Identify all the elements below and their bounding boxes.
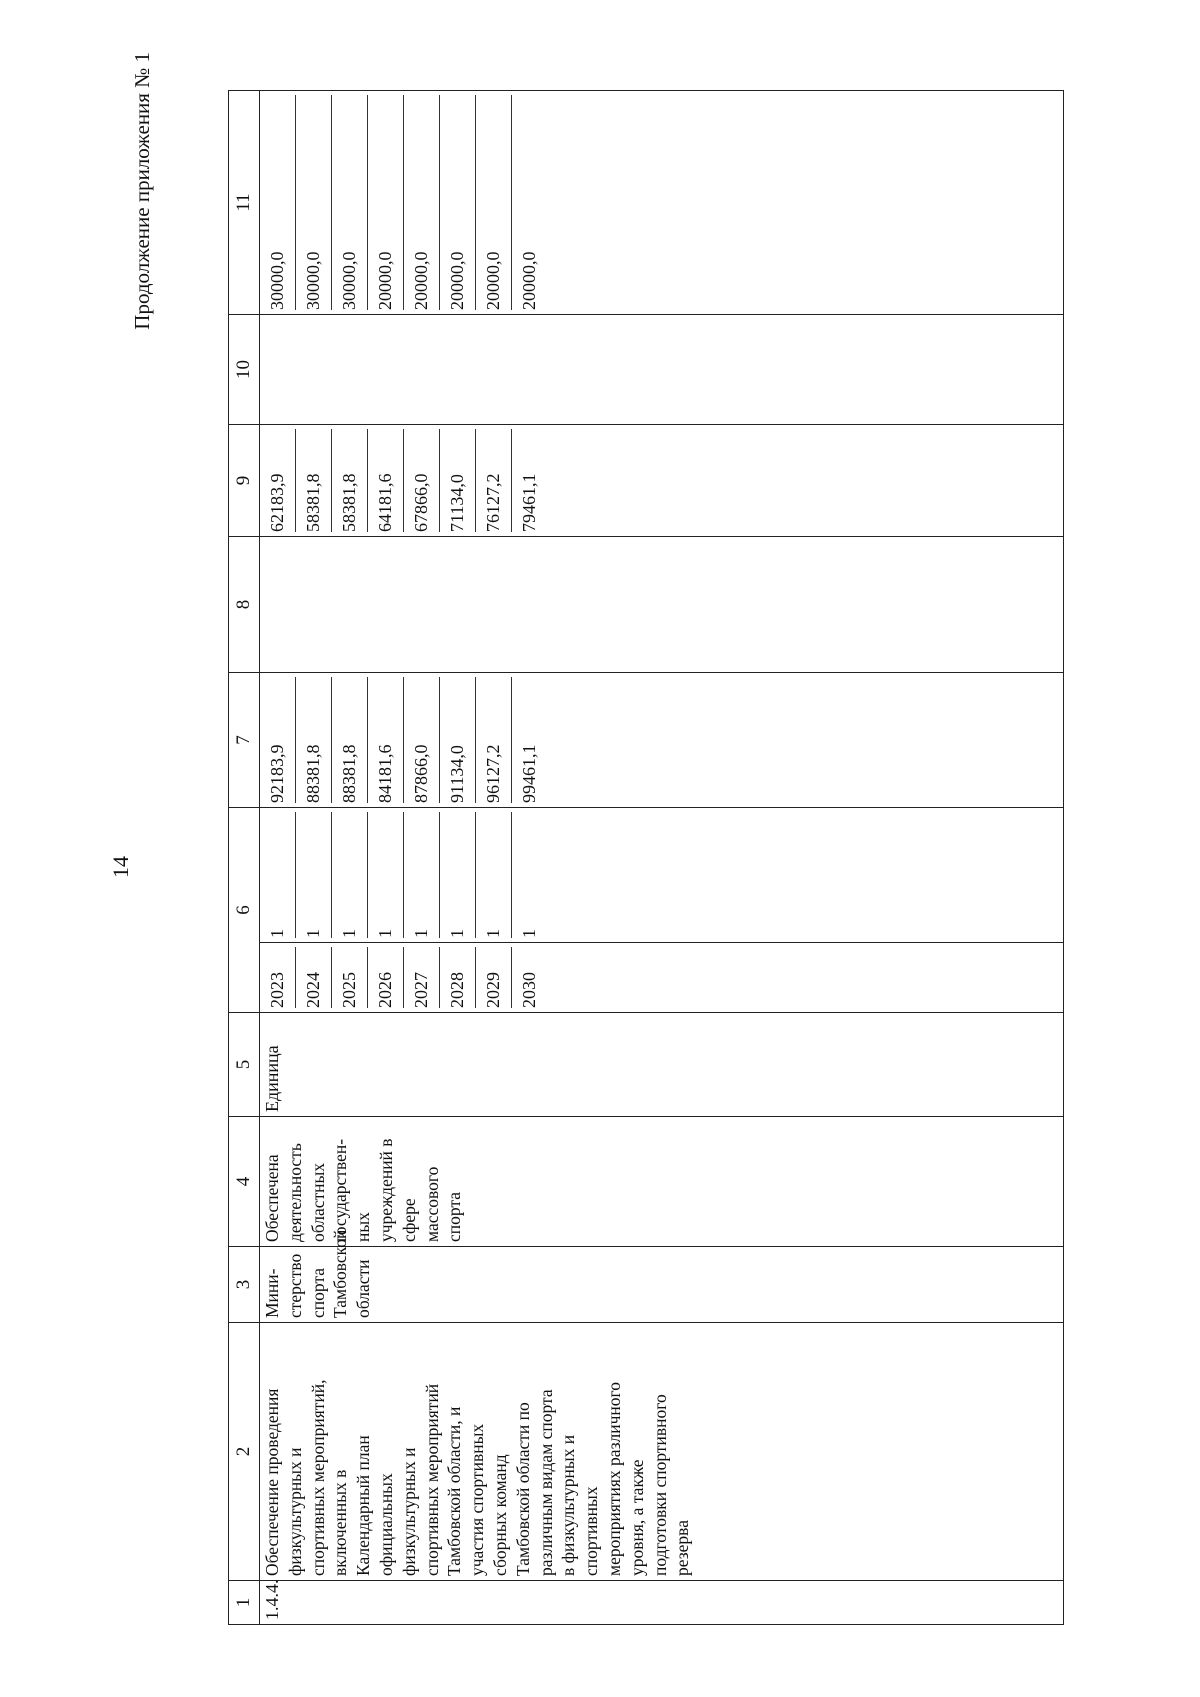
list-item: 87866,0 <box>404 677 440 803</box>
list-item: 67866,0 <box>404 429 440 532</box>
row-description: Обеспечение проведения физкультурных и спортивных мероприятий, включенных в Календарный план официальных физкультурных и спортивных мероприятий Тамбовской области, и участия спортивных сборных команд Тамбовской области по различным видам спорта в физкультурных и спортивных мероприятиях различного уровня, а также подготовки спортивного резерва <box>260 1323 1064 1581</box>
list-item: 1 <box>368 812 404 938</box>
col8-cell <box>260 537 1064 673</box>
list-item: 2030 <box>519 972 539 1008</box>
list-item: 30000,0 <box>260 95 296 310</box>
list-item: 2024 <box>296 947 332 1008</box>
list-item: 20000,0 <box>368 95 404 310</box>
list-item: 2029 <box>476 947 512 1008</box>
list-item: 30000,0 <box>296 95 332 310</box>
col7-list <box>260 677 547 803</box>
years-list <box>260 947 547 1008</box>
col9-cell <box>260 425 1064 537</box>
list-item: 2027 <box>404 947 440 1008</box>
col10-cell <box>260 315 1064 425</box>
col-header-4: 4 <box>229 1117 260 1247</box>
list-item: 99461,1 <box>519 744 539 803</box>
row-number: 1.4.4. <box>260 1581 1064 1625</box>
list-item: 1 <box>332 812 368 938</box>
list-item: 79461,1 <box>519 473 539 532</box>
list-item: 20000,0 <box>440 95 476 310</box>
col-header-3: 3 <box>229 1247 260 1323</box>
list-item: 1 <box>476 812 512 938</box>
list-item: 62183,9 <box>260 429 296 532</box>
list-item: 92183,9 <box>260 677 296 803</box>
list-item: 91134,0 <box>440 677 476 803</box>
col-header-9: 9 <box>229 425 260 537</box>
col9-list <box>260 429 547 532</box>
list-item: 1 <box>440 812 476 938</box>
list-item: 1 <box>404 812 440 938</box>
list-item: 1 <box>519 929 539 938</box>
row-unit: Единица <box>260 1013 1064 1117</box>
list-item: 88381,8 <box>332 677 368 803</box>
col-header-11: 11 <box>229 91 260 315</box>
list-item: 30000,0 <box>332 95 368 310</box>
list-item: 1 <box>260 812 296 938</box>
list-item: 20000,0 <box>519 251 539 310</box>
list-item: 2026 <box>368 947 404 1008</box>
row-executor: Мини- стерство спорта Тамбовской области <box>260 1247 1064 1323</box>
list-item: 76127,2 <box>476 429 512 532</box>
list-item: 96127,2 <box>476 677 512 803</box>
header-row <box>229 91 260 1625</box>
col11-list <box>260 95 547 310</box>
appendix-table <box>228 90 1064 1625</box>
col-header-8: 8 <box>229 537 260 673</box>
col-header-6: 6 <box>229 808 260 1013</box>
table-row <box>260 91 1064 1625</box>
list-item: 20000,0 <box>476 95 512 310</box>
list-item: 58381,8 <box>296 429 332 532</box>
col-header-7: 7 <box>229 673 260 808</box>
list-item: 20000,0 <box>404 95 440 310</box>
list-item: 71134,0 <box>440 429 476 532</box>
list-item: 64181,6 <box>368 429 404 532</box>
col11-cell <box>260 91 1064 315</box>
list-item: 1 <box>296 812 332 938</box>
list-item: 88381,8 <box>296 677 332 803</box>
list-item: 84181,6 <box>368 677 404 803</box>
years-cell <box>260 943 1064 1013</box>
col-header-2: 2 <box>229 1323 260 1581</box>
list-item: 2025 <box>332 947 368 1008</box>
page-number: 14 <box>108 856 133 878</box>
col-header-1: 1 <box>229 1581 260 1625</box>
row-result: Обеспечена деятельность областных государствен- ных учреждений в сфере массового спорта <box>260 1117 1064 1247</box>
list-item: 2028 <box>440 947 476 1008</box>
list-item: 58381,8 <box>332 429 368 532</box>
col6-list <box>260 812 547 938</box>
col6-cell <box>260 808 1064 943</box>
col-header-5: 5 <box>229 1013 260 1117</box>
col7-cell <box>260 673 1064 808</box>
continuation-label: Продолжение приложения № 1 <box>130 52 154 330</box>
list-item: 2023 <box>260 947 296 1008</box>
col-header-10: 10 <box>229 315 260 425</box>
